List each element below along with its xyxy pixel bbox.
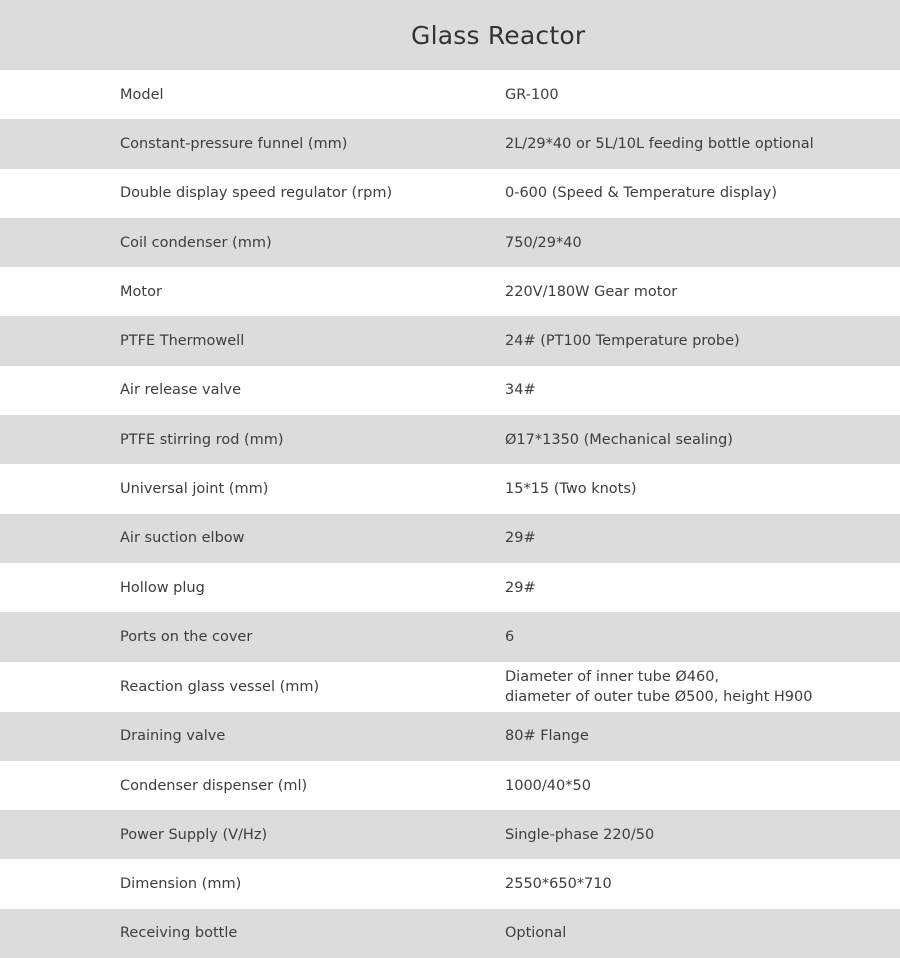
spec-value-line: 220V/180W Gear motor [505,283,678,300]
spec-value [0,479,637,499]
spec-value-line: 24# (PT100 Temperature probe) [505,333,740,350]
spec-label: Power Supply (V/Hz) [120,826,268,843]
spec-value [0,874,612,894]
spec-value [0,430,733,450]
spec-label: Coil condenser (mm) [120,234,272,251]
spec-label: Air release valve [120,382,241,399]
spec-value [0,578,536,598]
table-row [0,70,900,119]
spec-value-line: 2550*650*710 [505,876,612,893]
spec-value-line: 29# [505,530,536,547]
table-row [0,119,900,168]
spec-value-line: 34# [505,382,536,399]
table-title: Glass Reactor [411,20,586,50]
table-row [0,662,900,712]
spec-value-line: 0-600 (Speed & Temperature display) [505,185,777,202]
table-row [0,316,900,365]
spec-label: Ports on the cover [120,628,253,645]
spec-value-line: GR-100 [505,86,559,103]
spec-rows [0,70,900,958]
table-row [0,761,900,810]
spec-value [0,627,516,647]
table-row [0,563,900,612]
spec-value-line: Single-phase 220/50 [505,826,655,843]
spec-value-line: 15*15 (Two knots) [505,481,637,498]
table-row [0,612,900,661]
spec-value-line: Optional [505,925,567,942]
spec-label: Dimension (mm) [120,876,242,893]
spec-value-line: 80# Flange [505,728,589,745]
spec-label: Constant-pressure funnel (mm) [120,135,348,152]
spec-value-line: 29# [505,579,536,596]
spec-value [0,380,536,400]
table-row [0,415,900,464]
spec-label: Air suction elbow [120,530,245,547]
table-row [0,169,900,218]
table-row [0,267,900,316]
table-row [0,909,900,958]
spec-label: Draining valve [120,728,226,745]
table-row [0,810,900,859]
spec-value-line: 1000/40*50 [505,777,591,794]
spec-value-line: 750/29*40 [505,234,582,251]
spec-value [0,528,536,548]
spec-value-line: 2L/29*40 or 5L/10L feeding bottle optional [505,135,814,152]
spec-label: Reaction glass vessel (mm) [120,678,320,695]
spec-value [0,776,591,796]
spec-value-line: Diameter of inner tube Ø460, [505,668,720,685]
spec-value [0,282,678,302]
spec-value [0,667,813,707]
spec-value [0,85,559,105]
table-row [0,218,900,267]
spec-label: Double display speed regulator (rpm) [120,185,393,202]
spec-label: Hollow plug [120,579,205,596]
spec-label: PTFE stirring rod (mm) [120,431,284,448]
table-header [0,0,900,70]
table-row [0,366,900,415]
spec-value-line: Ø17*1350 (Mechanical sealing) [505,431,733,448]
table-row [0,514,900,563]
spec-value [0,726,589,746]
spec-value [0,134,814,154]
spec-value [0,233,582,253]
spec-value-line: diameter of outer tube Ø500, height H900 [505,688,813,705]
table-row [0,464,900,513]
table-row [0,712,900,761]
spec-label: Motor [120,283,162,300]
spec-label: Receiving bottle [120,925,238,942]
table-row [0,859,900,908]
spec-label: Universal joint (mm) [120,481,269,498]
spec-value [0,923,567,943]
spec-label: PTFE Thermowell [120,333,245,350]
spec-value [0,825,655,845]
spec-value [0,183,777,203]
spec-value-line: 6 [505,628,515,645]
spec-value [0,331,740,351]
spec-label: Model [120,86,164,103]
spec-label: Condenser dispenser (ml) [120,777,308,794]
